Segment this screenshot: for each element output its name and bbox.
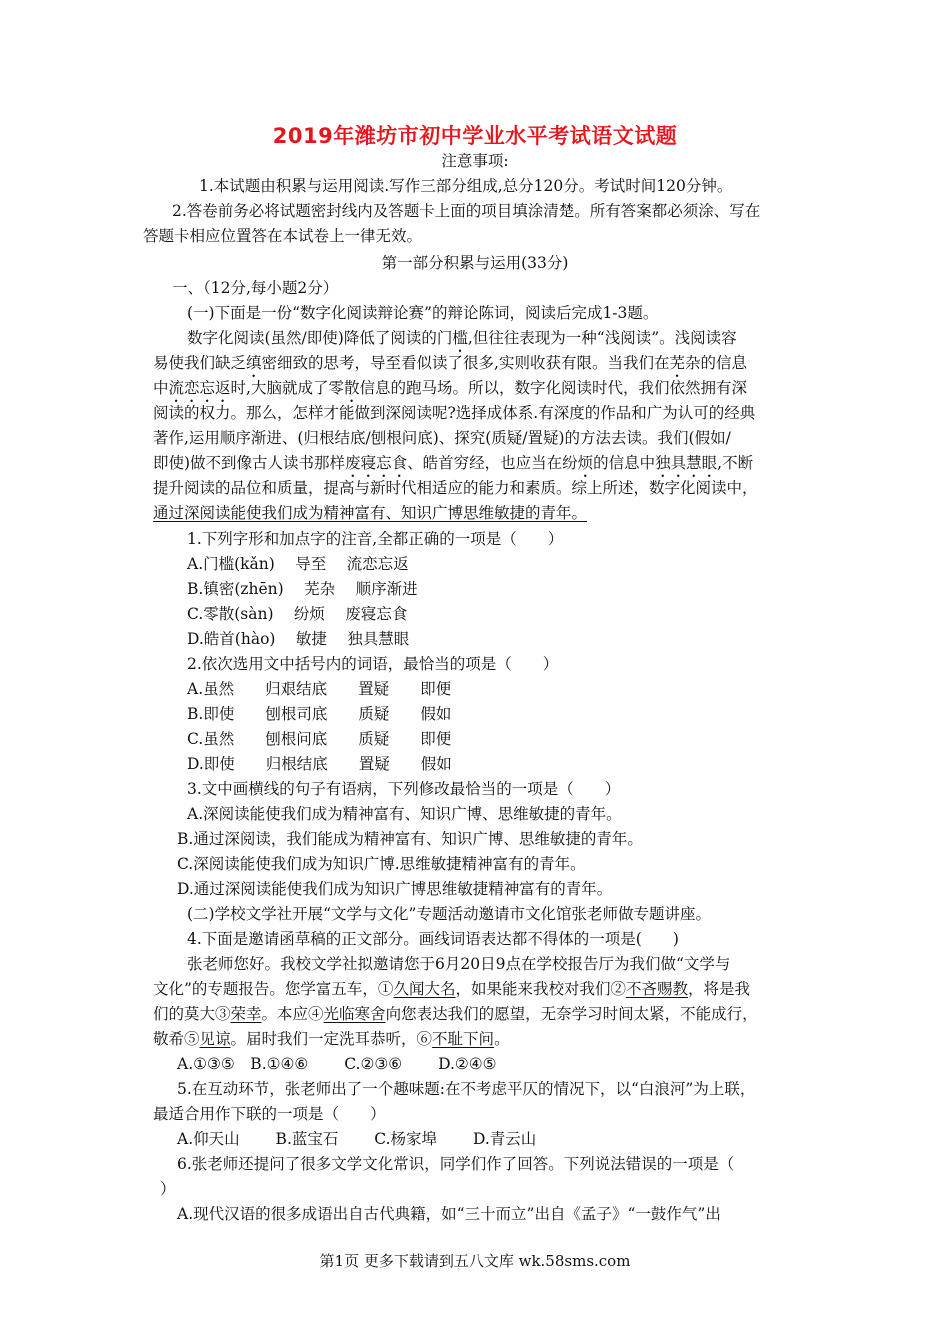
invitation-text: 文化”的专题报告。您学富五车，① bbox=[153, 980, 394, 998]
invitation-line-2 bbox=[153, 978, 750, 1000]
dotted-char: 散 bbox=[343, 379, 360, 397]
invitation-text: 。 bbox=[494, 1030, 510, 1048]
section-1-heading: 一、（12分,每小题2分） bbox=[172, 279, 339, 297]
underlined-phrase: 不吝赐教 bbox=[625, 980, 688, 998]
passage-text: 密细致的思考，导至看似读了很多,实则收获有限。当我们在 bbox=[261, 354, 670, 372]
passage-text: 信息的跑马场。所以，数字化阅读时代，我们依然拥有深 bbox=[359, 379, 747, 397]
question-2-option-c: C.虽然 刨根问底 质疑 即便 bbox=[187, 730, 452, 748]
document-title: 2019年潍坊市初中学业水平考试语文试题 bbox=[272, 124, 678, 148]
invitation-line-1: 张老师您好。我校文学社拟邀请您于6月20日9点在学校报告厅为我们做“文学与 bbox=[187, 955, 731, 973]
invitation-text: 敬希⑤ bbox=[153, 1030, 200, 1048]
question-1-option-d: D.皓首(hào) 敏捷 独具慧眼 bbox=[187, 630, 410, 648]
invitation-text: 向您表达我们的愿望，无奈学习时间太紧，不能成行， bbox=[385, 1005, 758, 1023]
dotted-word: 独具慧眼 bbox=[655, 454, 718, 472]
page-footer: 第1页 更多下载请到五八文库 wk.58sms.com bbox=[319, 1252, 631, 1270]
passage-text: 、皓首穷经，也应当在纷 bbox=[407, 454, 578, 472]
notice-item-2-line-1: 2.答卷前务必将试题密封线内及答题卡上面的项目填涂清楚。所有答案都必须涂、写在 bbox=[172, 202, 761, 220]
question-2-option-b: B.即使 刨根司底 质疑 假如 bbox=[187, 705, 452, 723]
question-1-option-a: A.门槛(kǎn) 导至 流恋忘返 bbox=[187, 555, 409, 573]
passage-text: 时,大脑就成了零 bbox=[230, 379, 344, 397]
passage-text: ,但往往表现为一种“浅阅读”。浅阅读容 bbox=[467, 329, 737, 347]
question-1-option-c: C.零散(sàn) 纷烦 废寝忘食 bbox=[187, 605, 408, 623]
invitation-text: 们的莫大③ bbox=[153, 1005, 231, 1023]
passage-text: 易使我们缺乏 bbox=[153, 354, 247, 372]
question-3-option-a: A.深阅读能使我们成为精神富有、知识广博、思维敏捷的青年。 bbox=[187, 805, 622, 823]
passage-text: ,不断 bbox=[717, 454, 754, 472]
notice-heading: 注意事项: bbox=[441, 152, 509, 170]
question-5-stem-line-1: 5.在互动环节，张老师出了一个趣味题:在不考虑平仄的情况下，以“白浪河”为上联， bbox=[177, 1080, 756, 1098]
invitation-text: ，将是我 bbox=[687, 980, 750, 998]
question-3-option-c: C.深阅读能使我们成为知识广博.思维敏捷精神富有的青年。 bbox=[177, 855, 586, 873]
dotted-char: 缜 bbox=[246, 354, 262, 372]
notice-item-1: 1.本试题由积累与运用阅读.写作三部分组成,总分120分。考试时间120分钟。 bbox=[199, 177, 733, 195]
underlined-phrase: 不耻下问 bbox=[432, 1030, 495, 1048]
underlined-phrase: 光临寒舍 bbox=[323, 1005, 386, 1023]
question-6-stem-line-1: 6.张老师还提问了很多文学文化常识，同学们作了回答。下列说法错误的一项是（ bbox=[177, 1155, 735, 1173]
passage-line-5: 著作,运用顺序渐进、(归根结底/刨根问底)、探究(质疑/置疑)的方法去读。我们(假如/ bbox=[153, 429, 731, 447]
question-6-option-a: A.现代汉语的很多成语出自古代典籍，如“三十而立”出自《孟子》“一鼓作气”出 bbox=[177, 1205, 721, 1223]
invitation-line-4 bbox=[153, 1028, 510, 1050]
invitation-text: 。届时我们一定洗耳恭听，⑥ bbox=[230, 1030, 433, 1048]
question-4-stem: 4.下面是邀请函草稿的正文部分。画线词语表达都不得体的一项是( ) bbox=[187, 930, 679, 948]
passage-text: 杂的信息 bbox=[684, 354, 747, 372]
question-2-option-d: D.即使 归根结底 置疑 假如 bbox=[187, 755, 452, 773]
question-3-stem: 3.文中画横线的句子有语病，下列修改最恰当的一项是（ ） bbox=[187, 780, 621, 798]
underlined-phrase: 见谅 bbox=[199, 1030, 231, 1048]
passage-text: 数字化阅读(虽然/即使)降低了阅读的门 bbox=[187, 329, 453, 347]
dotted-word: 流恋忘返 bbox=[168, 379, 231, 397]
passage-line-7: 提升阅读的品位和质量，提高与新时代相适应的能力和素质。综上所述，数字化阅读中， bbox=[153, 479, 758, 497]
part-1-heading: 第一部分积累与运用(33分) bbox=[381, 254, 569, 272]
question-1-option-b: B.镇密(zhēn) 芜杂 顺序渐进 bbox=[187, 580, 418, 598]
invitation-line-3 bbox=[153, 1003, 758, 1025]
invitation-text: ，如果能来我校对我们② bbox=[455, 980, 626, 998]
underlined-sentence: 通过深阅读能使我们成为精神富有、知识广博思维敏捷的青年。 bbox=[153, 504, 588, 522]
underlined-phrase: 久闻大名 bbox=[393, 980, 456, 998]
notice-item-2-line-2: 答题卡相应位置答在本试卷上一律无效。 bbox=[143, 227, 423, 245]
passage-text: 的信息中 bbox=[593, 454, 656, 472]
dotted-char: 烦 bbox=[577, 454, 594, 472]
passage-intro: (一)下面是一份“数字化阅读辩论赛”的辩论陈词，阅读后完成1-3题。 bbox=[187, 304, 659, 322]
dotted-char: 芜 bbox=[669, 354, 685, 372]
question-3-option-b: B.通过深阅读，我们能成为精神富有、知识广博、思维敏捷的青年。 bbox=[177, 830, 643, 848]
question-4-options: A.①③⑤ B.①④⑥ C.②③⑥ D.②④⑤ bbox=[177, 1055, 497, 1073]
question-3-option-d: D.通过深阅读能使我们成为知识广博思维敏捷精神富有的青年。 bbox=[177, 880, 613, 898]
underlined-phrase: 荣幸 bbox=[230, 1005, 262, 1023]
dotted-word: 废寝忘食 bbox=[345, 454, 408, 472]
question-1-stem: 1.下列字形和加点字的注音,全都正确的一项是（ ） bbox=[187, 530, 564, 548]
question-6-stem-line-2: ） bbox=[160, 1180, 176, 1198]
question-2-stem: 2.依次选用文中括号内的词语，最恰当的项是（ ） bbox=[187, 655, 559, 673]
passage-line-4: 阅读的权力。那么，怎样才能做到深阅读呢?选择成体系.有深度的作品和广为认可的经典 bbox=[153, 404, 756, 422]
dotted-char: 槛 bbox=[452, 329, 468, 347]
passage-text: 中 bbox=[153, 379, 169, 397]
question-2-option-a: A.虽然 归艰结底 置疑 即便 bbox=[187, 680, 452, 698]
question-5-options: A.仰天山 B.蓝宝石 C.杨家埠 D.青云山 bbox=[177, 1130, 537, 1148]
question-5-stem-line-2: 最适合用作下联的一项是（ ） bbox=[153, 1105, 386, 1123]
activity-intro: (二)学校文学社开展“文学与文化”专题活动邀请市文化馆张老师做专题讲座。 bbox=[187, 905, 711, 923]
passage-text: 即使)做不到像古人读书那样 bbox=[153, 454, 346, 472]
invitation-text: 。本应④ bbox=[261, 1005, 324, 1023]
